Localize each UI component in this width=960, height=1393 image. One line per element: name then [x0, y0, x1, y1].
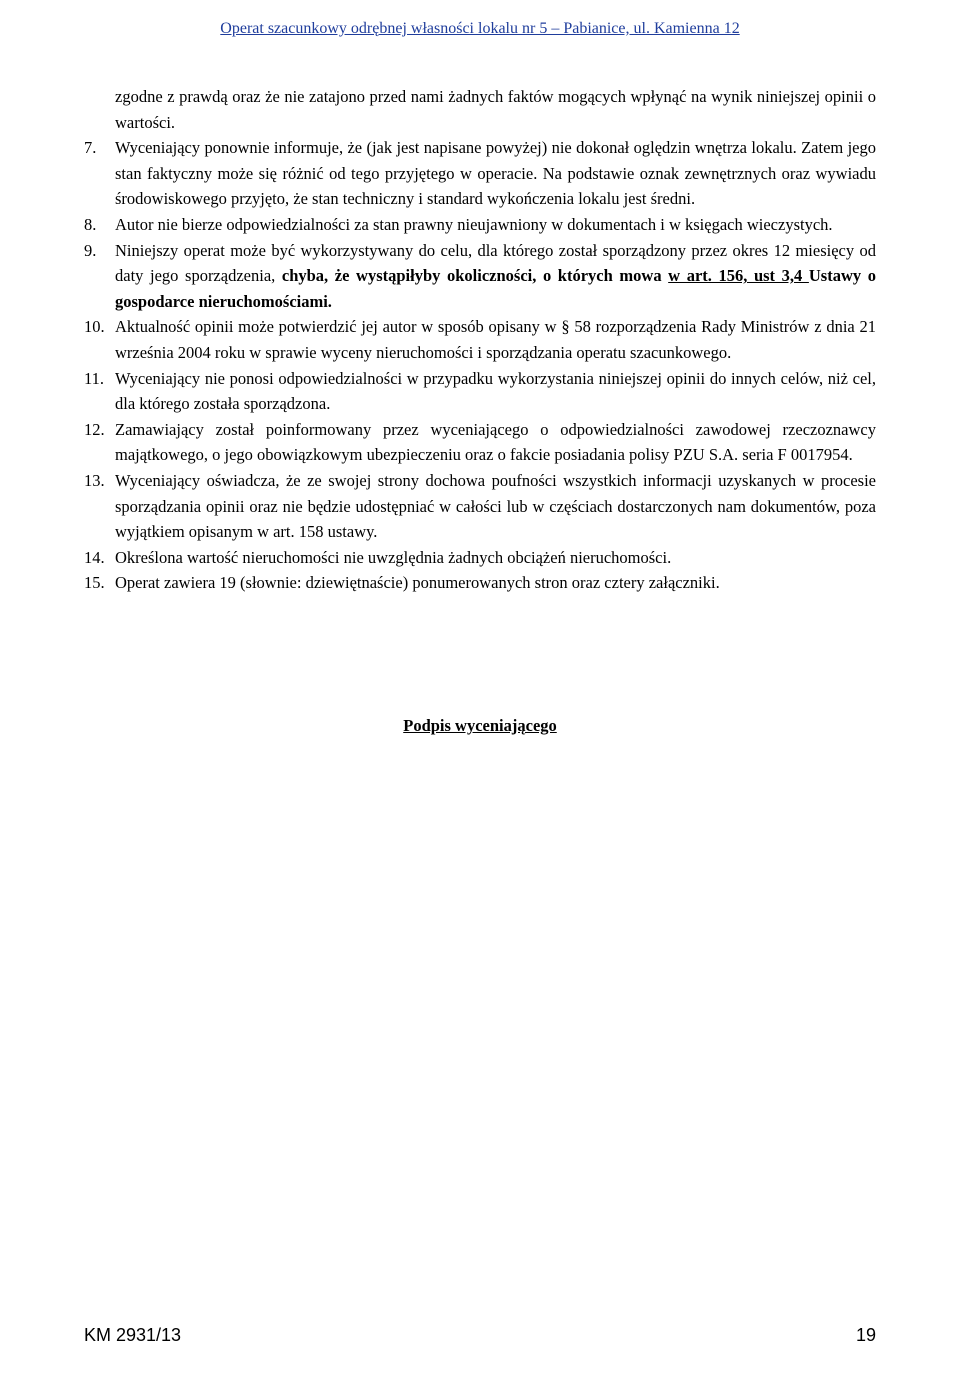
numbered-list — [84, 135, 876, 596]
item-text: Wyceniający oświadcza, że ze swojej strony dochowa poufności wszystkich informacji uzyskanych w procesie sporządzania opinii oraz nie będzie udostępniać w całości lub w częściach dostarczonych nam dokumentów, poza wyjątkiem opisanym w art. 158 ustawy. — [115, 470, 876, 542]
list-item — [84, 135, 876, 212]
document-body — [84, 84, 876, 596]
item-number: 14. — [84, 547, 105, 567]
item-text: 58 rozporządzenia Rady Ministrów z dnia 21 września 2004 roku w sprawie wyceny nieruchomości i sporządzania operatu szacunkowego. — [115, 317, 876, 362]
list-item — [84, 545, 876, 571]
item-text: Operat zawiera 19 (słownie: dziewiętnaście) ponumerowanych stron oraz cztery załączniki. — [115, 573, 720, 593]
item-number: 9. — [84, 240, 97, 260]
item-number: 12. — [84, 419, 105, 439]
item-number: 15. — [84, 573, 105, 593]
signature-heading: Podpis wyceniającego — [403, 716, 557, 735]
item-text-bold: chyba, że wystąpiłyby okoliczności, o których mowa — [281, 266, 669, 286]
item-text-bold-tail: Ustawy o gospodarce nieruchomościami. — [115, 266, 876, 311]
item-number: 7. — [84, 138, 97, 158]
item-text: Niniejszy operat może być wykorzystywany do celu, dla którego został sporządzony przez okres 12 miesięcy od daty jego sporządzenia, — [115, 240, 876, 286]
section-sign: § — [561, 317, 570, 337]
item-text: Aktualność opinii może potwierdzić jej autor w sposób opisany w — [115, 317, 557, 337]
item-text-bold-underline: w art. 156, ust 3,4 — [668, 266, 809, 286]
list-item — [84, 212, 876, 238]
list-item — [84, 366, 876, 417]
running-header: Operat szacunkowy odrębnej własności lokalu nr 5 – Pabianice, ul. Kamienna 12 — [220, 20, 740, 37]
list-item — [84, 314, 876, 365]
document-reference: KM 2931/13 — [84, 1325, 182, 1345]
item-number: 10. — [84, 317, 105, 337]
list-item — [84, 468, 876, 545]
list-item — [84, 417, 876, 468]
intro-continuation: zgodne z prawdą oraz że nie zatajono przed nami żadnych faktów mogących wpłynąć na wynik niniejszej opinii o wartości. — [115, 87, 876, 132]
item-text: Określona wartość nieruchomości nie uwzględnia żadnych obciążeń nieruchomości. — [115, 547, 672, 567]
item-number: 8. — [84, 214, 97, 234]
list-item — [84, 238, 876, 315]
item-text: Autor nie bierze odpowiedzialności za stan prawny nieujawniony w dokumentach i w księgach wieczystych. — [115, 214, 833, 234]
page-number: 19 — [855, 1325, 876, 1345]
item-text: Zamawiający został poinformowany przez wyceniającego o odpowiedzialności zawodowej rzeczoznawcy majątkowego, o jego obowiązkowym ubezpieczeniu oraz o fakcie posiadania polisy PZU S.A. seria F 0017954. — [115, 419, 876, 465]
item-number: 13. — [84, 470, 105, 490]
item-text: Wyceniający nie ponosi odpowiedzialności w przypadku wykorzystania niniejszej opinii do innych celów, niż cel, dla którego została sporządzona. — [115, 368, 876, 414]
item-text: Wyceniający ponownie informuje, że (jak jest napisane powyżej) nie dokonał oględzin wnętrza lokalu. Zatem jego stan faktyczny może się różnić od tego przyjętego w operacie. Na podstawie oznak zewnętrznych oraz wywiadu środowiskowego przyjęto, że stan techniczny i standard wykończenia lokalu jest średni. — [115, 138, 876, 209]
list-item — [84, 570, 876, 596]
item-number: 11. — [84, 368, 105, 388]
